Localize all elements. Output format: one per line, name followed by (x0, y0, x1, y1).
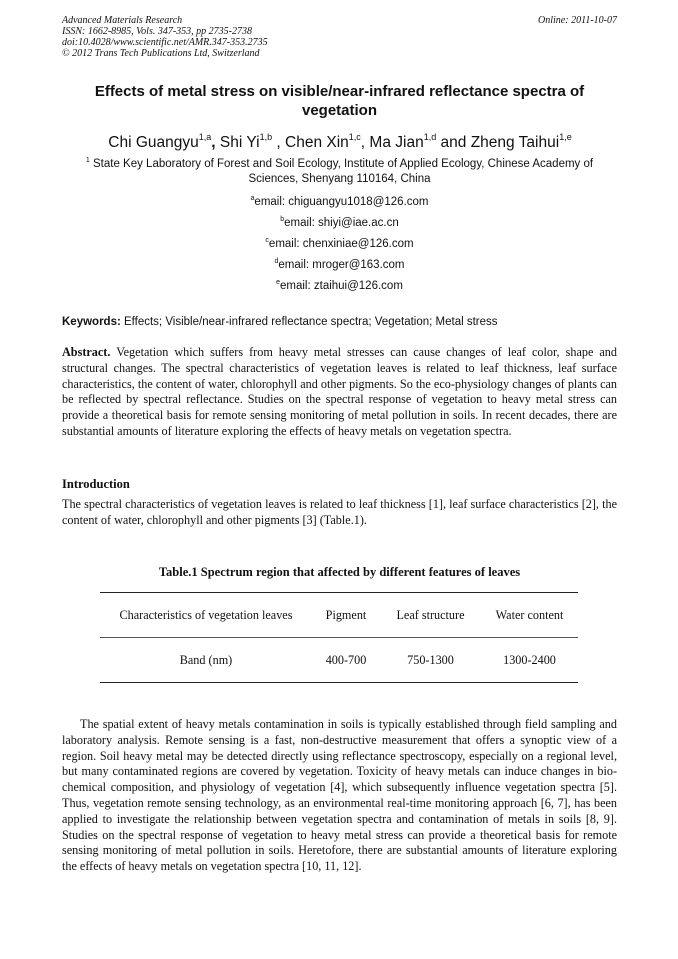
title-line-2: vegetation (301, 102, 377, 119)
paper-title (62, 82, 617, 120)
author-name: Chi Guangyu (108, 134, 199, 151)
table-header-cell: Pigment (325, 607, 367, 622)
table-header-cell: Water content (495, 607, 564, 622)
issn-line: ISSN: 1662-8985, Vols. 347-353, pp 2735-2738 (62, 26, 252, 37)
journal-header (62, 15, 617, 59)
keywords-label: Keywords: (62, 316, 121, 328)
author-name: Chen Xin (285, 134, 349, 151)
intro-paragraph-2: The spatial extent of heavy metals contamination in soils is typically established through field sampling and laboratory analysis. Remote sensing is a fast, non-destructive measurement that offers a synoptic view of a region. Soil heavy metal may be detected directly using reflectance spectroscopy, especially on a regional level, but many contaminated regions are covered by vegetation. Toxicity of heavy metals can induce changes in bio-chemical composition, and physiology of vegetation [4], which subsequently influence vegetation spectra [5]. Thus, vegetation remote sensing technology, as an environmental real-time monitoring approach [6, 7], has been applied to investigate the relationship between vegetation spectra and contamination of metals in soils [8, 9]. Studies on the spectral response of vegetation to heavy metal stress can provide a theoretical basis for remote sensing monitoring of metal pollution in soils. Heretofore, there are substantial amounts of literature exploring the effects of heavy metals on vegetation spectra [10, 11, 12]. (62, 717, 617, 874)
author-name: Shi Yi (219, 134, 260, 151)
table-header-cell: Characteristics of vegetation leaves (119, 607, 293, 622)
email-sup: e (276, 279, 280, 286)
journal-name: Advanced Materials Research (62, 15, 183, 26)
table-cell: Band (nm) (179, 652, 233, 667)
abstract-label: Abstract. (62, 345, 111, 359)
author-name: Zheng Taihui (470, 134, 560, 151)
title-line-1: Effects of metal stress on visible/near-infrared reflectance spectra of (94, 83, 585, 100)
email-item (62, 192, 617, 213)
email-item (62, 213, 617, 234)
author-separator: , (272, 134, 281, 151)
author-affil-sup: 1,a (198, 132, 212, 142)
email-sup: d (274, 258, 279, 265)
affiliation (62, 157, 617, 187)
author-affil-sup: 1,e (559, 132, 572, 142)
table-cell: 400-700 (325, 652, 367, 667)
affiliation-line-2: Sciences, Shenyang 110164, China (248, 173, 431, 185)
author-affil-sup: 1,d (423, 132, 437, 142)
keywords (62, 315, 617, 330)
author-separator: , (211, 134, 216, 151)
author-affil-sup: 1,b (259, 132, 273, 142)
email-item (62, 276, 617, 297)
affiliation-line-1: State Key Laboratory of Forest and Soil Ecology, Institute of Applied Ecology, Chinese Academy of (92, 158, 594, 170)
table-bottom-rule (100, 682, 578, 683)
abstract-text: Vegetation which suffers from heavy metal stresses can cause changes of leaf color, shape and structural changes. The spectral characteristics of vegetation leaves is related to leaf thickness, leaf surface characteristics, the content of water, chlorophyll and other pigments. So the eco-physiology changes of plants can be reflected by spectral reflectance. Studies on the spectral response of vegetation to heavy metal stress can provide a theoretical basis for remote sensing monitoring of metal pollution in soils. In recent decades, there are substantial amounts of literature exploring the effects of heavy metals on vegetation spectra. (62, 345, 617, 438)
email-item (62, 255, 617, 276)
table-cell: 750-1300 (407, 652, 454, 667)
table-cell: 1300-2400 (503, 652, 556, 667)
email-text: email: chiguangyu1018@126.com (254, 196, 429, 208)
copyright-line: © 2012 Trans Tech Publications Ltd, Switzerland (62, 48, 260, 59)
email-text: email: chenxiniae@126.com (268, 238, 414, 250)
email-text: email: ztaihui@126.com (280, 280, 403, 292)
spectrum-table (100, 592, 578, 683)
online-date: Online: 2011-10-07 (538, 15, 617, 26)
email-sup: b (280, 216, 285, 223)
table-row (100, 638, 578, 682)
email-text: email: mroger@163.com (278, 259, 405, 271)
keywords-text: Effects; Visible/near-infrared reflectance spectra; Vegetation; Metal stress (120, 316, 498, 328)
author-name: Ma Jian (369, 134, 424, 151)
author-list (40, 133, 640, 153)
abstract (62, 345, 617, 440)
author-separator: and (436, 134, 467, 151)
email-sup: a (250, 195, 255, 202)
email-list (62, 192, 617, 297)
author-affil-sup: 1,c (348, 132, 361, 142)
intro-paragraph-1: The spectral characteristics of vegetation leaves is related to leaf thickness [1], leaf surface characteristics [2], the content of water, chlorophyll and other pigments [3] (Table.1). (62, 497, 617, 527)
table-header-row (100, 593, 578, 637)
table-caption: Table.1 Spectrum region that affected by different features of leaves (158, 565, 521, 579)
email-item (62, 234, 617, 255)
author-separator: , (360, 134, 366, 151)
doi-line: doi:10.4028/www.scientific.net/AMR.347-353.2735 (62, 37, 268, 48)
email-sup: c (265, 237, 269, 244)
email-text: email: shiyi@iae.ac.cn (284, 217, 399, 229)
table-header-cell: Leaf structure (396, 607, 465, 622)
affiliation-sup: 1 (85, 157, 90, 164)
section-heading-introduction: Introduction (62, 477, 130, 491)
